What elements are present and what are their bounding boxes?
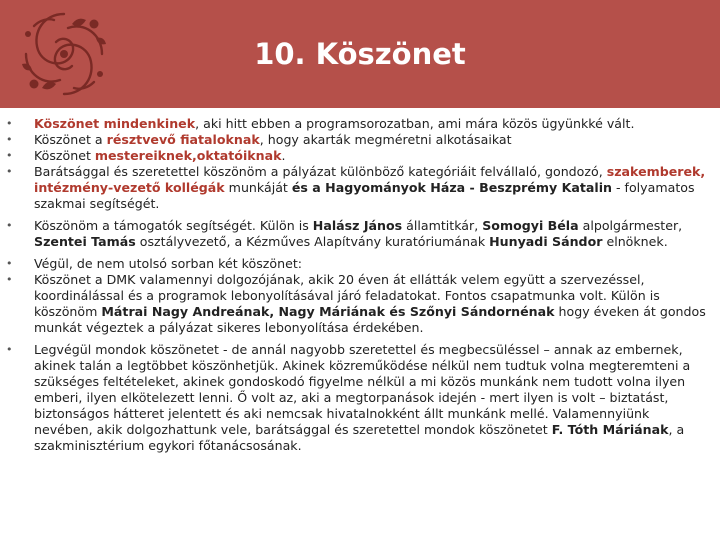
bold-text: Mátrai Nagy Andreának, Nagy Máriának és Szőnyi Sándornénak xyxy=(101,304,555,319)
bullet-icon: • xyxy=(6,117,13,130)
bullet-icon: • xyxy=(6,165,13,178)
bold-text: Hunyadi Sándor xyxy=(489,234,603,249)
list-item xyxy=(0,116,720,132)
item-text: alpolgármester, xyxy=(578,218,683,233)
item-text: - folyamatos szakmai segítségét. xyxy=(34,180,695,211)
item-text: Köszönet xyxy=(34,148,95,163)
highlight-text: szakemberek, intézmény-vezető kollégák xyxy=(34,164,706,195)
item-text: Legvégül mondok köszönetet - de annál nagyobb szeretettel és megbecsüléssel – annak az embernek, akinek talán a legtöbbet köszönhetjük. Akinek közreműködése nélkül nem tudtuk volna megteremteni a szükséges feltételeket, akinek gondoskodó figyelme nélkül a mi közös munkánk nem tudott volna ilyen emberi, ilyen elkötelezett lenni. Ő volt az, aki a megtorpanások idején - mert ilyen is volt – biztatást, biztonságos hátteret jelentett és aki nemcsak hivatalnokként állt munkánk mellé. Valamennyiünk nevében, akik dolgozhattunk vele, barátsággal és szeretettel mondok köszönetet xyxy=(34,342,691,437)
bullet-list xyxy=(0,116,720,540)
item-text: Végül, de nem utolsó sorban két köszönet: xyxy=(34,256,303,271)
item-text: államtitkár, xyxy=(402,218,483,233)
bold-text: Somogyi Béla xyxy=(482,218,579,233)
list-item xyxy=(0,272,720,336)
item-text: , a szakminisztérium egykori főtanácsosának. xyxy=(34,422,685,453)
item-text: Köszönet a DMK valamennyi dolgozójának, akik 20 éven át ellátták velem együtt a szervezéssel, koordinálással és a programok lebonyolításával járó feladatokat. Fontos csapatmunka volt. Külön is köszönöm xyxy=(34,272,660,319)
bullet-icon: • xyxy=(6,133,13,146)
bold-text: Halász János xyxy=(312,218,403,233)
bold-text: F. Tóth Máriának xyxy=(551,422,669,437)
item-text: Köszönöm a támogatók segítségét. Külön is xyxy=(34,218,313,233)
list-item xyxy=(0,342,720,454)
bullet-icon: • xyxy=(6,273,13,286)
slide-title: 10. Köszönet xyxy=(254,37,466,71)
list-item xyxy=(0,218,720,250)
item-text: Barátsággal és szeretettel köszönöm a pályázat különböző kategóriáit felvállaló, gondozó, xyxy=(34,164,607,179)
title-bar xyxy=(0,0,720,108)
bullet-icon: • xyxy=(6,219,13,232)
bullet-icon: • xyxy=(6,149,13,162)
item-text: , hogy akarták megméretni alkotásaikat xyxy=(259,132,512,147)
item-text: elnöknek. xyxy=(602,234,668,249)
item-text: osztályvezető, a Kézműves Alapítvány kuratóriumának xyxy=(135,234,490,249)
item-text: munkáját xyxy=(224,180,292,195)
item-text: Köszönet a xyxy=(34,132,107,147)
item-text: hogy éveken át gondos munkát végeztek a pályázat sikeres lebonyolítása érdekében. xyxy=(34,304,706,335)
highlight-text: résztvevő fiatal xyxy=(106,132,217,147)
bullet-icon: • xyxy=(6,257,13,270)
highlight-text: oknak xyxy=(216,132,260,147)
item-text: . xyxy=(281,148,286,163)
list-item xyxy=(0,164,720,212)
bullet-icon: • xyxy=(6,343,13,356)
bold-text: Szentei Tamás xyxy=(34,234,136,249)
highlight-text: mestereiknek,oktatóiknak xyxy=(94,148,282,163)
list-item xyxy=(0,148,720,164)
list-item xyxy=(0,132,720,148)
item-text: , aki hitt ebben a programsorozatban, ami mára közös ügyünkké vált. xyxy=(195,116,635,131)
bold-text: és a Hagyományok Háza - Beszprémy Katalin xyxy=(291,180,612,195)
list-item xyxy=(0,256,720,272)
highlight-text: Köszönet mindenkinek xyxy=(34,116,196,131)
